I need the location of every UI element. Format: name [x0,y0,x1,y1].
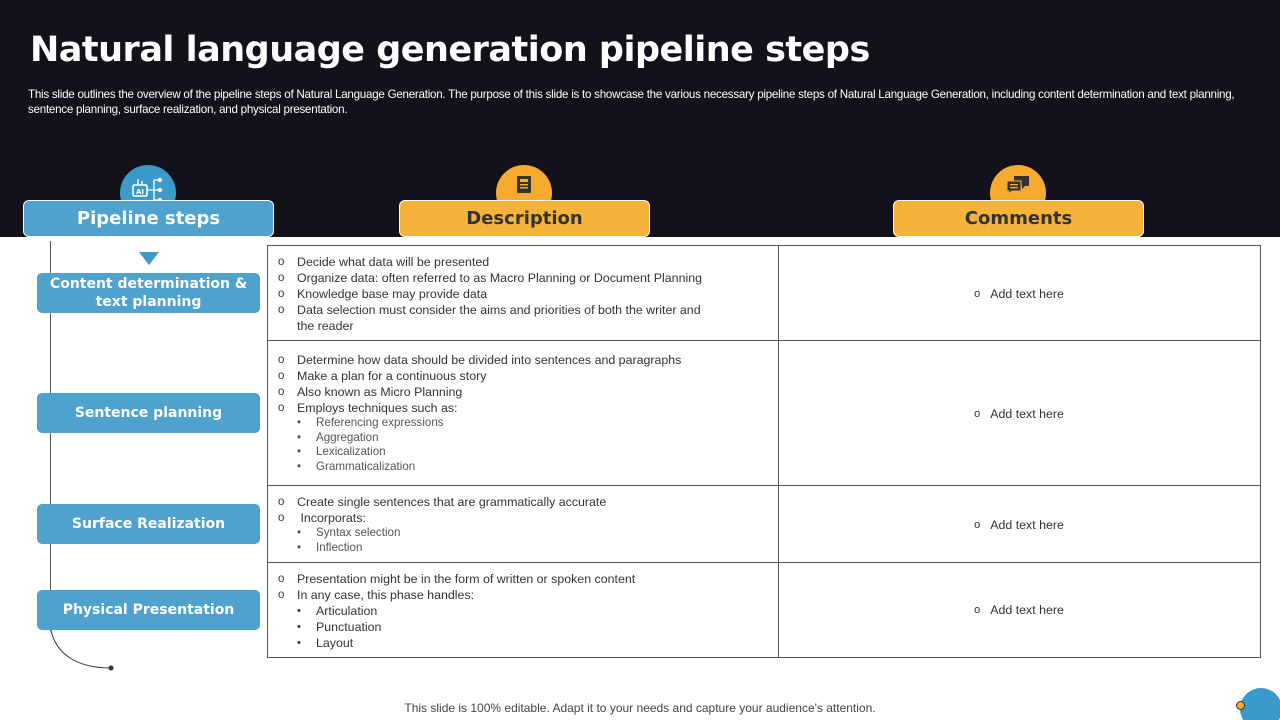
description-point: o Incorporats: [278,510,768,526]
description-point: o Data selection must consider the aims and priorities of both the writer and the reader [278,302,708,334]
description-point: o Decide what data will be presented [278,254,768,270]
description-subpoint: • Layout [278,635,768,651]
comment-text: Add text here [990,517,1064,532]
description-subpoint: • Syntax selection [278,526,768,541]
page-title: Natural language generation pipeline steps [30,30,870,70]
decorative-circle [1240,688,1280,720]
description-subpoint: • Aggregation [278,431,768,446]
timeline-curve [48,625,118,675]
table-row [268,246,1260,341]
description-subpoint: • Articulation [278,603,768,619]
comment-text: Add text here [990,406,1064,421]
step-content-determination: Content determination & text planning [37,273,260,313]
comment-text: Add text here [990,286,1064,301]
page-subtitle: This slide outlines the overview of the pipeline steps of Natural Language Generation. The purpose of this slide is to showcase the various necessary pipeline steps of Natural Language Generation, including content determination and text planning, sentence planning, surface realization, and physical presentation. [28,88,1235,116]
steps-table [267,245,1261,658]
step-sentence-planning: Sentence planning [37,393,260,433]
description-point: o Make a plan for a continuous story [278,368,768,384]
comment-cell [778,246,1260,341]
description-header: Description [399,200,650,237]
description-point: o Knowledge base may provide data [278,286,768,302]
bullet-icon: o [974,407,981,420]
bullet-icon: o [974,287,981,300]
step-physical-presentation: Physical Presentation [37,590,260,630]
comment-text: Add text here [990,603,1064,617]
description-point: o In any case, this phase handles: [278,587,768,603]
description-subpoint: • Grammaticalization [278,460,768,475]
footer-note: This slide is 100% editable. Adapt it to your needs and capture your audience's attention. [404,701,876,715]
description-subpoint: • Punctuation [278,619,768,635]
bullet-icon: o [974,604,981,616]
description-point: o Employs techniques such as: [278,400,768,416]
comment-cell [778,486,1260,563]
svg-text:AI: AI [135,188,145,196]
arrow-down-icon [139,252,159,265]
description-subpoint: • Inflection [278,541,768,556]
description-cell [278,494,768,555]
description-cell [278,254,768,334]
description-point: o Determine how data should be divided into sentences and paragraphs [278,352,768,368]
table-row [268,563,1260,657]
table-row [268,486,1260,563]
description-cell [278,352,768,474]
table-row [268,341,1260,486]
description-point: o Create single sentences that are grammatically accurate [278,494,768,510]
description-point: o Also known as Micro Planning [278,384,768,400]
comment-cell [778,563,1260,657]
description-cell [278,571,768,651]
description-subpoint: • Lexicalization [278,445,768,460]
description-point: o Organize data: often referred to as Macro Planning or Document Planning [278,270,768,286]
comment-cell [778,341,1260,486]
description-point: o Presentation might be in the form of written or spoken content [278,571,768,587]
bullet-icon: o [974,518,981,531]
decorative-dot [1236,701,1245,710]
comments-header: Comments [893,200,1144,237]
pipeline-steps-header: Pipeline steps [23,200,274,237]
description-subpoint: • Referencing expressions [278,416,768,431]
step-surface-realization: Surface Realization [37,504,260,544]
